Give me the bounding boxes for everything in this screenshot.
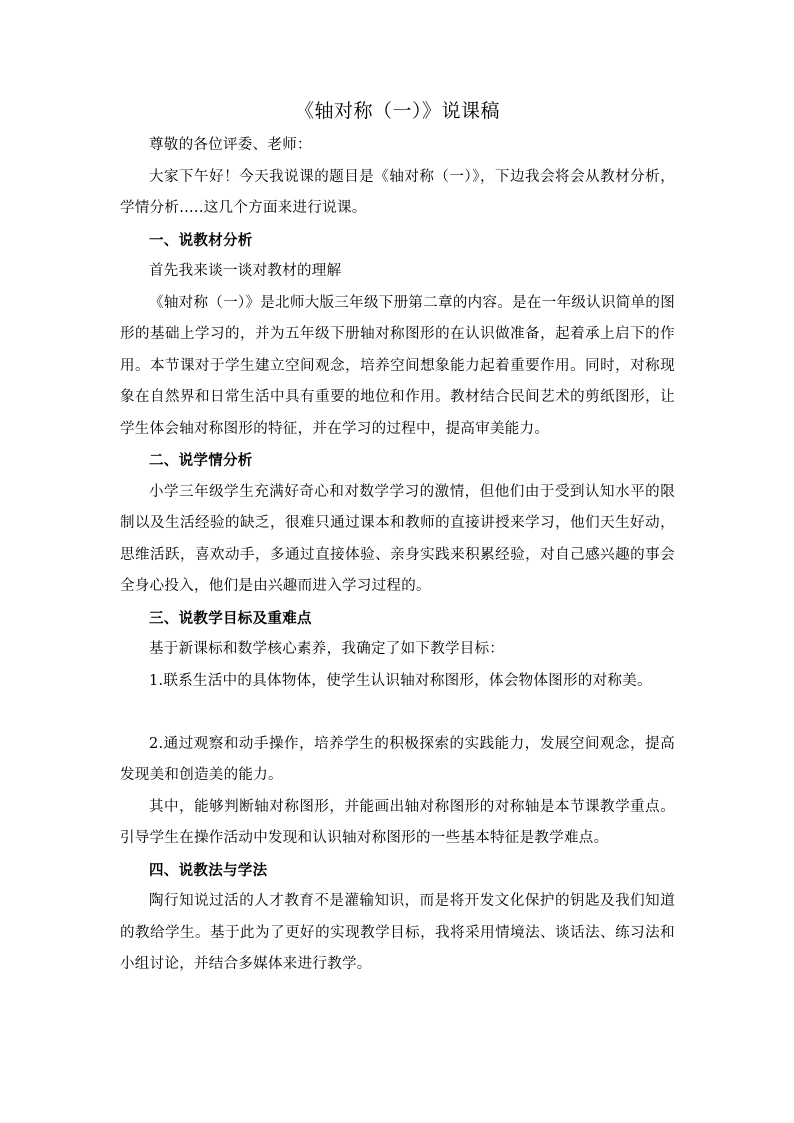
key-points-paragraph: 其中，能够判断轴对称图形，并能画出轴对称图形的对称轴是本节课教学重点。引导学生在操作活动中发现和认识轴对称图形的一些基本特征是教学难点。 xyxy=(120,798,675,846)
document-page xyxy=(120,96,675,981)
methods-paragraph: 陶行知说过活的人才教育不是灌输知识，而是将开发文化保护的钥匙及我们知道的教给学生。基于此为了更好的实现教学目标，我将采用情境法、谈话法、练习法和小组讨论，并结合多媒体来进行教学。 xyxy=(120,893,675,972)
greeting-paragraph: 尊敬的各位评委、老师： xyxy=(149,137,312,153)
section-heading-methods: 四、说教法与学法 xyxy=(149,861,268,879)
blank-line xyxy=(120,697,675,729)
section-heading-students: 二、说学情分析 xyxy=(149,452,253,469)
document-title: 《轴对称（一）》说课稿 xyxy=(294,100,500,122)
goal-item-2: 2.通过观察和动手操作，培养学生的积极探索的实践能力，发展空间观念，提高发现美和创造美的能力。 xyxy=(120,735,675,783)
students-paragraph: 小学三年级学生充满好奇心和对数学学习的激情，但他们由于受到认知水平的限制以及生活经验的缺乏，很难只通过课本和教师的直接讲授来学习，他们天生好动，思维活跃，喜欢动手，多通过直接体验、亲身实践来积累经验，对自己感兴趣的事会全身心投入，他们是由兴趣而进入学习过程的。 xyxy=(120,483,675,594)
section-heading-textbook: 一、说教材分析 xyxy=(149,231,253,249)
goal-item-1: 1.联系生活中的具体物体，使学生认识轴对称图形，体会物体图形的对称美。 xyxy=(149,672,652,689)
goals-intro-paragraph: 基于新课标和数学核心素养，我确定了如下教学目标： xyxy=(149,641,505,657)
section-heading-goals: 三、说教学目标及重难点 xyxy=(149,609,312,627)
intro-paragraph: 大家下午好！今天我说课的题目是《轴对称（一）》，下边我会将会从教材分析，学情分析.....这几个方面来进行说课。 xyxy=(120,168,675,216)
textbook-paragraph-1: 首先我来谈一谈对教材的理解 xyxy=(149,263,342,279)
textbook-paragraph-2: 《轴对称（一）》是北师大版三年级下册第二章的内容。是在一年级认识简单的图形的基础上学习的，并为五年级下册轴对称图形的在认识做准备，起着承上启下的作用。本节课对于学生建立空间观念，培养空间想象能力起着重要作用。同时，对称现象在自然界和日常生活中具有重要的地位和作用。教材结合民间艺术的剪纸图形，让学生体会轴对称图形的特征，并在学习的过程中，提高审美能力。 xyxy=(120,294,675,437)
